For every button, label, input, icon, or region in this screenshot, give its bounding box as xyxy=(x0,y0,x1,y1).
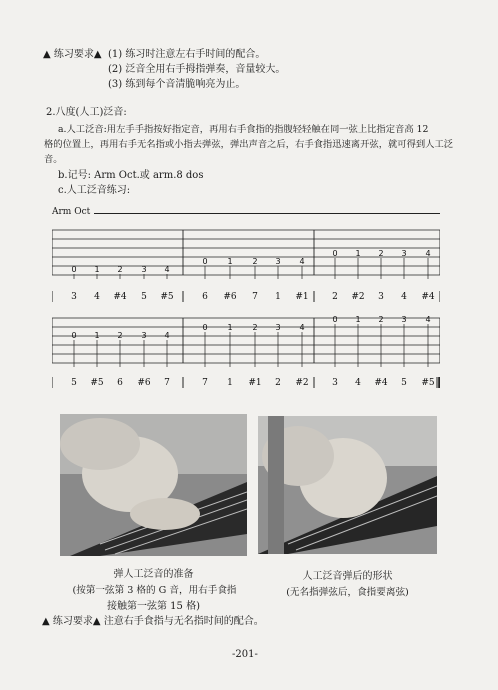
row1-fret-4: 4 xyxy=(164,265,170,274)
row2-fret-13: 3 xyxy=(401,316,407,324)
row1-numbered-note-7: 7 xyxy=(252,292,258,302)
photo-right-guitar-hand xyxy=(258,416,437,554)
right-caption-title: 人工泛音弹后的形状 xyxy=(302,571,393,582)
row1-numbered-note-12: 3 xyxy=(378,292,384,302)
guitar-hand-image-right xyxy=(258,416,437,554)
row1-numbered-note-4: #5 xyxy=(160,292,174,302)
row1-fret-13: 3 xyxy=(401,249,407,258)
practice-item-2: (2) 泛音全用右手拇指弹奏，音量较大。 xyxy=(108,64,286,75)
row1-numbered-note-8: 1 xyxy=(275,292,281,302)
left-caption-title: 弹人工泛音的准备 xyxy=(113,569,194,580)
row2-numbered-note-4: 7 xyxy=(164,378,170,388)
row1-numbered-note-14: #4 xyxy=(421,292,435,302)
row2-fret-2: 2 xyxy=(117,331,123,340)
row1-fret-7: 2 xyxy=(252,257,258,266)
row2-fret-11: 1 xyxy=(355,316,361,324)
paragraph-b: b.记号: Arm Oct.或 arm.8 dos xyxy=(58,170,204,181)
row1-fret-10: 0 xyxy=(332,249,338,258)
row2-numbered-note-12: #4 xyxy=(374,378,388,388)
row2-fret-12: 2 xyxy=(378,316,384,324)
row1-fret-12: 2 xyxy=(378,249,384,258)
row1-numbered-note-6: #6 xyxy=(223,292,237,302)
row2-fret-6: 1 xyxy=(227,323,233,332)
row1-numbered-note-0: 3 xyxy=(71,292,77,302)
tab-staff-2 xyxy=(52,316,440,392)
row1-numbered-note-11: #2 xyxy=(351,292,365,302)
guitar-hand-image-left xyxy=(60,414,247,556)
tab-row-2 xyxy=(52,316,440,392)
right-caption-detail: (无名指弹弦后，食指要离弦) xyxy=(286,587,409,598)
row2-fret-5: 0 xyxy=(202,323,208,332)
row2-numbered-note-3: #6 xyxy=(137,378,151,388)
row2-fret-9: 4 xyxy=(299,323,305,332)
paragraph-c: c.人工泛音练习: xyxy=(58,185,131,196)
row1-numbered-note-10: 2 xyxy=(332,292,338,302)
paragraph-a-line3: 音。 xyxy=(44,154,63,165)
row2-numbered-note-9: #2 xyxy=(295,378,309,388)
row1-numbered-note-1: 4 xyxy=(94,292,100,302)
row1-numbered-note-13: 4 xyxy=(401,292,407,302)
row2-numbered-note-8: 2 xyxy=(275,378,281,388)
tab-staff-1 xyxy=(52,222,440,312)
row2-fret-1: 1 xyxy=(94,331,100,340)
row1-numbered-note-5: 6 xyxy=(202,292,208,302)
row1-numbered-note-2: #4 xyxy=(113,292,127,302)
row1-fret-2: 2 xyxy=(117,265,123,274)
row2-numbered-note-10: 3 xyxy=(332,378,338,388)
paragraph-a-line2: 格的位置上，再用右手无名指或小指去弹弦，弹出声音之后，右手食指迅速离开弦，就可得到人工泛 xyxy=(44,139,454,150)
row1-fret-14: 4 xyxy=(425,249,431,258)
row1-numbered-note-3: 5 xyxy=(141,292,147,302)
row2-fret-0: 0 xyxy=(71,331,77,340)
row2-numbered-note-0: 5 xyxy=(71,378,77,388)
row2-fret-14: 4 xyxy=(425,316,431,324)
paragraph-a-line1: a.人工泛音:用左手手指按好指定音，再用右手食指的指腹轻轻触在同一弦上比指定音高 12 xyxy=(58,124,429,135)
arm-oct-label: Arm Oct xyxy=(52,207,91,217)
row2-fret-4: 4 xyxy=(164,331,170,340)
row1-fret-3: 3 xyxy=(141,265,147,274)
row1-fret-8: 3 xyxy=(275,257,281,266)
row1-fret-5: 0 xyxy=(202,257,208,266)
row1-fret-6: 1 xyxy=(227,257,233,266)
row2-fret-10: 0 xyxy=(332,316,338,324)
practice-item-3: (3) 练到每个音清脆响亮为止。 xyxy=(108,79,246,90)
page-number: -201- xyxy=(232,649,258,660)
row2-numbered-note-1: #5 xyxy=(90,378,104,388)
row2-numbered-note-2: 6 xyxy=(117,378,123,388)
practice-requirement-bottom: ▲ 练习要求▲ 注意右手食指与无名指时间的配合。 xyxy=(42,616,264,627)
row2-numbered-note-6: 1 xyxy=(227,378,233,388)
row1-fret-9: 4 xyxy=(299,257,305,266)
practice-label-top: ▲ 练习要求▲ xyxy=(43,49,102,60)
row2-fret-8: 3 xyxy=(275,323,281,332)
tab-row-1 xyxy=(52,222,440,312)
row2-numbered-note-13: 5 xyxy=(401,378,407,388)
arm-oct-extension-line xyxy=(94,213,440,214)
row2-numbered-note-14: #5 xyxy=(421,378,435,388)
section-heading: 2.八度(人工)泛音: xyxy=(46,107,127,118)
left-caption-detail-2: 接触第一弦第 15 格) xyxy=(107,601,200,612)
row2-numbered-note-7: #1 xyxy=(248,378,262,388)
row2-fret-7: 2 xyxy=(252,323,258,332)
photo-left-guitar-hand xyxy=(60,414,247,556)
row2-numbered-note-5: 7 xyxy=(202,378,208,388)
row1-fret-1: 1 xyxy=(94,265,100,274)
row1-fret-11: 1 xyxy=(355,249,361,258)
row2-fret-3: 3 xyxy=(141,331,147,340)
row1-fret-0: 0 xyxy=(71,265,77,274)
practice-item-1: (1) 练习时注意左右手时间的配合。 xyxy=(108,49,266,60)
left-caption-detail: (按第一弦第 3 格的 G 音，用右手食指 xyxy=(72,585,237,596)
row1-numbered-note-9: #1 xyxy=(295,292,309,302)
row2-numbered-note-11: 4 xyxy=(355,378,361,388)
